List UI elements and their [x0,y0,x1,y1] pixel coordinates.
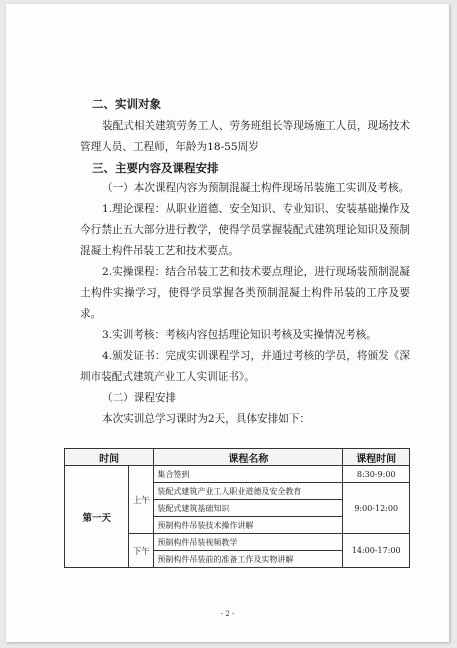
course-cell: 装配式建筑产业工人职业道德及安全教育 [154,483,343,500]
table-header-row [65,449,410,466]
document-body [80,94,410,430]
assessment-paragraph: 3.实训考核：考核内容包括理论知识考核及实操情况考核。 [102,329,377,341]
header-time: 时间 [65,449,154,466]
header-course: 课程名称 [154,449,343,466]
table-row [65,466,410,483]
practical-course-paragraph: 2.实操课程：结合吊装工艺和技术要点理论，进行现场装预制混凝土构件实操学习，使得学员掌握各类预制混凝土构件吊装的工序及要求。 [80,266,410,320]
schedule-intro: 本次实训总学习课时为2天，具体安排如下： [102,413,311,425]
course-cell: 预制构件吊装前的准备工作及实物讲解 [154,551,343,568]
hours-cell: 9:00-12:00 [343,483,410,534]
subsection-2-heading: （二）课程安排 [102,392,177,404]
page-number: - 2 - [220,610,235,618]
afternoon-cell: 下午 [129,534,154,568]
theory-course-paragraph: 1.理论课程：从职业道德、安全知识、专业知识、安装基础操作及今行禁止五大部分进行教学，使得学员掌握装配式建筑理论知识及预制混凝土构件吊装工艺和技术要点。 [80,203,410,257]
certificate-paragraph: 4.颁发证书：完成实训课程学习，并通过考核的学员，将颁发《深圳市装配式建筑产业工人实训证书》。 [80,350,410,383]
section-heading-content: 三、主要内容及课程安排 [92,161,219,175]
header-hours: 课程时间 [343,449,410,466]
day-cell: 第一天 [65,466,129,568]
course-cell: 预制构件吊装技术操作讲解 [154,517,343,534]
trainees-paragraph: 装配式相关建筑劳务工人、劳务班组长等现场施工人员，现场技术管理人员、工程师，年龄为18-55周岁 [80,120,410,153]
document-page [6,4,449,642]
course-cell: 预制构件吊装视频教学 [154,534,343,551]
schedule-table [64,448,410,568]
course-cell: 集合签到 [154,466,343,483]
morning-cell: 上午 [129,466,154,534]
section-heading-trainees: 二、实训对象 [92,97,161,111]
subsection-1-paragraph: （一）本次课程内容为预制混凝土构件现场吊装施工实训及考核。 [102,182,410,194]
course-cell: 装配式建筑基础知识 [154,500,343,517]
hours-cell: 8:30-9:00 [343,466,410,483]
hours-cell: 14:00-17:00 [343,534,410,568]
